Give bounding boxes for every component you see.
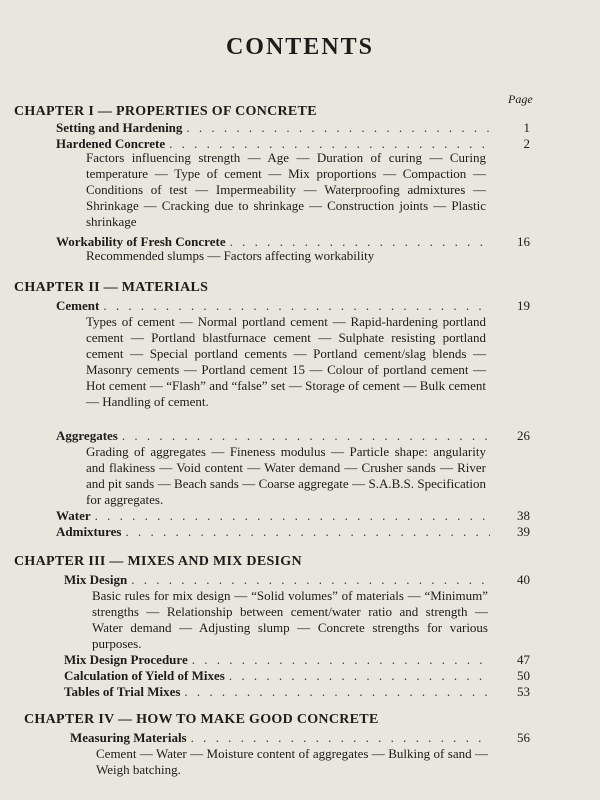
entry-label: Mix Design Procedure	[64, 652, 188, 667]
dot-leader	[103, 298, 490, 314]
toc-entry	[64, 684, 530, 700]
dot-leader	[192, 652, 490, 668]
toc-entry	[56, 298, 530, 314]
entry-label: Setting and Hardening	[56, 120, 183, 135]
entry-page-number: 56	[517, 730, 530, 745]
dot-leader	[184, 684, 490, 700]
toc-entry	[56, 524, 530, 540]
toc-entry	[70, 730, 530, 746]
entry-description: Cement — Water — Moisture content of aggregates — Bulking of sand — Weigh batching.	[96, 746, 488, 777]
entry-description: Grading of aggregates — Fineness modulus — Particle shape: angularity and flakiness — Void content — Water demand — Crusher sands — River and pit sands — Beach sands — Coarse aggregate — S.A.B.S. Specification for aggregates.	[86, 444, 486, 507]
entry-page-number: 50	[517, 668, 530, 683]
dot-leader	[229, 668, 490, 684]
entry-description: Factors influencing strength — Age — Duration of curing — Curing temperature — Type of cement — Mix proportions — Compaction — Conditions of test — Impermeability — Waterproofing admixtures — Shrinkage — Cracking due to shrinkage — Construction joints — Plastic shrinkage	[86, 150, 486, 229]
entry-label: Calculation of Yield of Mixes	[64, 668, 225, 683]
toc-entry	[64, 668, 530, 684]
dot-leader	[122, 428, 490, 444]
toc-entry	[56, 508, 530, 524]
entry-description: Basic rules for mix design — “Solid volumes” of materials — “Minimum” strengths — Relationship between cement/water ratio and strength — Water demand — Adjusting slump — Concrete strengths for various purposes.	[92, 588, 488, 651]
entry-label: Cement	[56, 298, 100, 313]
toc-entry	[64, 572, 530, 588]
toc-entry	[64, 652, 530, 668]
entry-page-number: 16	[517, 234, 530, 249]
chapter-heading: CHAPTER IV — HOW TO MAKE GOOD CONCRETE	[24, 712, 379, 727]
dot-leader	[191, 730, 490, 746]
entry-page-number: 53	[517, 684, 530, 699]
page-title: CONTENTS	[225, 34, 375, 60]
entry-page-number: 38	[517, 508, 530, 523]
entry-page-number: 19	[517, 298, 530, 313]
toc-entry	[56, 120, 530, 136]
entry-description: Recommended slumps — Factors affecting workability	[86, 248, 375, 263]
chapter-heading: CHAPTER II — MATERIALS	[14, 280, 209, 295]
entry-label: Admixtures	[56, 524, 122, 539]
entry-label: Hardened Concrete	[56, 136, 166, 151]
entry-page-number: 47	[517, 652, 530, 667]
entry-label: Mix Design	[64, 572, 128, 587]
dot-leader	[186, 120, 490, 136]
dot-leader	[125, 524, 490, 540]
entry-page-number: 40	[517, 572, 530, 587]
page-column-label: Page	[508, 92, 533, 106]
chapter-heading: CHAPTER I — PROPERTIES OF CONCRETE	[14, 104, 317, 119]
toc-entry	[56, 428, 530, 444]
entry-label: Aggregates	[56, 428, 118, 443]
entry-label: Tables of Trial Mixes	[64, 684, 181, 699]
entry-page-number: 39	[517, 524, 530, 539]
entry-page-number: 1	[523, 120, 530, 135]
entry-description: Types of cement — Normal portland cement — Rapid-hardening portland cement — Portland blastfurnace cement — Sulphate resisting portland cement — Special portland cements — Portland cement/slag blends — Masonry cements — Portland cement 15 — Colour of portland cement — Hot cement — “Flash” and “false” set — Storage of cement — Bulk cement — Handling of cement.	[86, 314, 486, 409]
entry-page-number: 26	[517, 428, 530, 443]
dot-leader	[131, 572, 490, 588]
entry-label: Measuring Materials	[70, 730, 187, 745]
chapter-heading: CHAPTER III — MIXES AND MIX DESIGN	[14, 554, 302, 569]
entry-page-number: 2	[523, 136, 530, 151]
entry-label: Water	[56, 508, 91, 523]
entry-label: Workability of Fresh Concrete	[56, 234, 226, 249]
dot-leader	[95, 508, 490, 524]
